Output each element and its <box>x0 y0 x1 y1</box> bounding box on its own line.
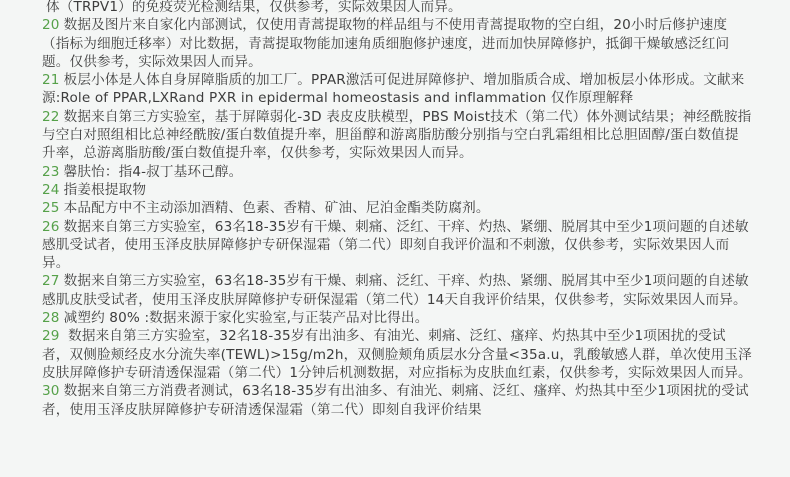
footnote-text: 指姜根提取物 <box>63 181 147 198</box>
footnote-item <box>42 0 752 16</box>
footnote-number: 29 <box>42 328 60 345</box>
footnote-item <box>42 309 752 327</box>
footnote-number: 22 <box>42 108 60 125</box>
footnote-text: 馨肤怡：指4-叔丁基环己醇。 <box>63 163 243 180</box>
footnote-text: 数据来自第三方消费者测试，63名18-35岁有出油多、有油光、刺痛、泛红、瘙痒、灼热其中至少1项困扰的受试者，使用玉泽皮肤屏障修护专研清透保湿霜（第二代）即刻自我评价结果 <box>42 383 749 418</box>
footnote-number: 28 <box>42 310 60 327</box>
footnote-number: 26 <box>42 218 60 235</box>
footnote-item <box>42 108 752 163</box>
footnote-item <box>42 382 752 419</box>
footnote-number: 21 <box>42 72 60 89</box>
footnote-number: 25 <box>42 200 60 217</box>
footnote-item <box>42 71 752 108</box>
footnote-text: 数据及图片来自家化内部测试，仅使用青蒿提取物的样品组与不使用青蒿提取物的空白组，20小时后修护速度（指标为细胞迁移率）对比数据，青蒿提取物能加速角质细胞修护速度，进而加快屏障修护，抵御干燥敏感泛红问题。仅供参考，实际效果因人而异。 <box>42 17 730 70</box>
footnote-text: 数据来自第三方实验室，32名18-35岁有出油多、有油光、刺痛、泛红、瘙痒、灼热其中至少1项困扰的受试者，双侧脸颊经皮水分流失率(TEWL)>15g/m2h，双侧脸颊角质层水分含量<35a.u，乳酸敏感人群，单次使用玉泽皮肤屏障修护专研清透保湿霜（第二代）1分钟后机测数据，对应指标为皮肤血红素，仅供参考，实际效果因人而异。 <box>42 328 752 381</box>
footnote-text: 板层小体是人体自身屏障脂质的加工厂。PPAR激活可促进屏障修护、增加脂质合成、增加板层小体形成。文献来源:Role of PPAR,LXRand PXR in epidermal homeostasis and inflammation 仅作原理解释 <box>42 72 745 107</box>
footnote-text: 减塑约 80% :数据来源于家化实验室,与正装产品对比得出。 <box>63 310 429 327</box>
footnote-number: 24 <box>42 181 60 198</box>
footnote-text: 体（TRPV1）的免疫荧光检测结果，仅供参考，实际效果因人而异。 <box>46 0 462 15</box>
footnote-text: 本品配方中不主动添加酒精、色素、香精、矿油、尼泊金酯类防腐剂。 <box>63 200 490 217</box>
footnote-text: 数据来自第三方实验室，基于屏障弱化-3D 表皮皮肤模型，PBS Moist技术（第二代）体外测试结果；神经酰胺指与空白对照组相比总神经酰胺/蛋白数值提升率，胆甾醇和游离脂肪酸分别指与空白乳霜组相比总胆固醇/蛋白数值提升率，总游离脂肪酸/蛋白数值提升率，仅供参考，实际效果因人而异。 <box>42 108 752 162</box>
footnote-item <box>42 327 752 382</box>
page-scrollbar[interactable] <box>784 0 790 477</box>
footnote-item <box>42 272 752 309</box>
footnote-number: 23 <box>42 163 60 180</box>
footnote-number: 30 <box>42 383 60 400</box>
footnote-item <box>42 181 752 199</box>
footnote-number: 27 <box>42 273 60 290</box>
footnote-item <box>42 218 752 273</box>
footnote-item <box>42 199 752 217</box>
footnotes-list <box>42 0 752 419</box>
footnote-item <box>42 16 752 71</box>
footnote-text: 数据来自第三方实验室，63名18-35岁有干燥、刺痛、泛红、干痒、灼热、紧绷、脱屑其中至少1项问题的自述敏感肌皮肤受试者，使用玉泽皮肤屏障修护专研保湿霜（第二代）14天自我评价结果，仅供参考，实际效果因人而异。 <box>42 273 749 308</box>
footnote-text: 数据来自第三方实验室，63名18-35岁有干燥、刺痛、泛红、干痒、灼热、紧绷、脱屑其中至少1项问题的自述敏感肌受试者，使用玉泽皮肤屏障修护专研保湿霜（第二代）即刻自我评价温和不刺激，仅供参考，实际效果因人而异。 <box>42 218 749 272</box>
footnote-item <box>42 163 752 181</box>
footnote-number: 20 <box>42 17 60 34</box>
